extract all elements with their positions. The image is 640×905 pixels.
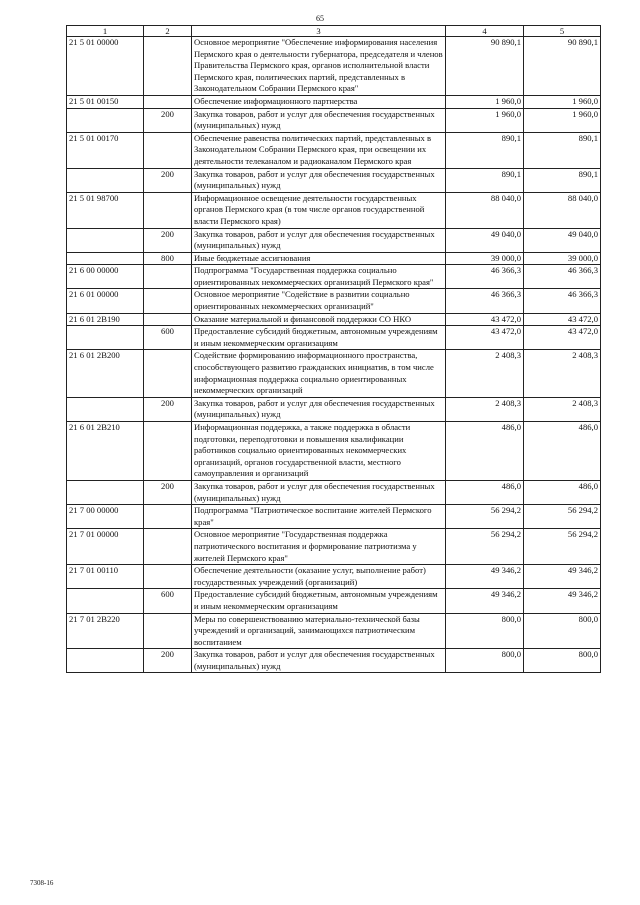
table-row <box>67 313 601 326</box>
table-row <box>67 108 601 132</box>
table-row <box>67 132 601 168</box>
table-row <box>67 252 601 265</box>
expense-type: 200 <box>144 228 192 252</box>
amount-col5: 890,1 <box>524 168 601 192</box>
amount-col4: 49 346,2 <box>446 565 524 589</box>
amount-col5: 890,1 <box>524 132 601 168</box>
item-name: Закупка товаров, работ и услуг для обеспечения государственных (муниципальных) нужд <box>192 649 446 673</box>
amount-col4: 46 366,3 <box>446 265 524 289</box>
item-name: Информационная поддержка, а также поддержка в области подготовки, переподготовки и повышения квалификации работников социально ориентированных некоммерческих организаций, органов государственной власти, местного самоуправления и организаций <box>192 422 446 481</box>
item-name: Оказание материальной и финансовой поддержки СО НКО <box>192 313 446 326</box>
amount-col5: 486,0 <box>524 480 601 504</box>
expense-type <box>144 37 192 96</box>
row-code <box>67 326 144 350</box>
table-row <box>67 529 601 565</box>
table-row <box>67 649 601 673</box>
amount-col4: 56 294,2 <box>446 529 524 565</box>
column-header-3: 3 <box>192 26 446 37</box>
item-name: Закупка товаров, работ и услуг для обеспечения государственных (муниципальных) нужд <box>192 228 446 252</box>
expense-type: 600 <box>144 326 192 350</box>
amount-col5: 88 040,0 <box>524 192 601 228</box>
item-name: Информационное освещение деятельности государственных органов Пермского края (в том числе органов государственной власти Пермского края) <box>192 192 446 228</box>
amount-col4: 890,1 <box>446 168 524 192</box>
item-name: Обеспечение равенства политических партий, представленных в Законодательном Собрании Пермского края, при освещении их деятельности телеканалом и радиоканалом Пермского края <box>192 132 446 168</box>
expense-type <box>144 95 192 108</box>
column-header-1: 1 <box>67 26 144 37</box>
amount-col5: 43 472,0 <box>524 313 601 326</box>
row-code: 21 5 01 00170 <box>67 132 144 168</box>
expense-type <box>144 313 192 326</box>
footer-code: 7308-16 <box>30 879 54 887</box>
item-name: Закупка товаров, работ и услуг для обеспечения государственных (муниципальных) нужд <box>192 168 446 192</box>
item-name: Обеспечение информационного партнерства <box>192 95 446 108</box>
table-row <box>67 397 601 421</box>
table-row <box>67 350 601 397</box>
item-name: Основное мероприятие "Государственная поддержка патриотического воспитания и формирование патриотизма у жителей Пермского края" <box>192 529 446 565</box>
row-code: 21 6 01 2В200 <box>67 350 144 397</box>
amount-col5: 56 294,2 <box>524 505 601 529</box>
table-row <box>67 228 601 252</box>
amount-col5: 46 366,3 <box>524 265 601 289</box>
row-code: 21 7 01 00110 <box>67 565 144 589</box>
amount-col4: 1 960,0 <box>446 108 524 132</box>
table-row <box>67 422 601 481</box>
amount-col5: 39 000,0 <box>524 252 601 265</box>
amount-col4: 39 000,0 <box>446 252 524 265</box>
item-name: Подпрограмма "Государственная поддержка социально ориентированных некоммерческих организаций Пермского края" <box>192 265 446 289</box>
column-header-5: 5 <box>524 26 601 37</box>
expense-type: 200 <box>144 168 192 192</box>
expense-type <box>144 505 192 529</box>
table-row <box>67 168 601 192</box>
expense-type: 800 <box>144 252 192 265</box>
row-code: 21 5 01 98700 <box>67 192 144 228</box>
expense-type <box>144 613 192 649</box>
table-row <box>67 480 601 504</box>
item-name: Обеспечение деятельности (оказание услуг, выполнение работ) государственных учреждений (организаций) <box>192 565 446 589</box>
table-row <box>67 505 601 529</box>
page-number: 65 <box>316 14 324 23</box>
item-name: Предоставление субсидий бюджетным, автономным учреждениям и иным некоммерческим организациям <box>192 326 446 350</box>
amount-col5: 49 040,0 <box>524 228 601 252</box>
table-row <box>67 565 601 589</box>
row-code <box>67 228 144 252</box>
amount-col4: 1 960,0 <box>446 95 524 108</box>
expense-type <box>144 132 192 168</box>
item-name: Основное мероприятие "Обеспечение информирования населения Пермского края о деятельности губернатора, председателя и членов Правительства Пермского края, органов исполнительной власти Пермского края, политических партий, представленных в Законодательном Собрании Пермского края" <box>192 37 446 96</box>
row-code: 21 7 00 00000 <box>67 505 144 529</box>
amount-col5: 2 408,3 <box>524 350 601 397</box>
table-row <box>67 265 601 289</box>
amount-col5: 49 346,2 <box>524 565 601 589</box>
table-row <box>67 289 601 313</box>
expense-type <box>144 192 192 228</box>
amount-col5: 1 960,0 <box>524 95 601 108</box>
row-code <box>67 480 144 504</box>
amount-col4: 43 472,0 <box>446 326 524 350</box>
amount-col4: 88 040,0 <box>446 192 524 228</box>
expense-type: 200 <box>144 649 192 673</box>
column-header-2: 2 <box>144 26 192 37</box>
row-code <box>67 108 144 132</box>
item-name: Закупка товаров, работ и услуг для обеспечения государственных (муниципальных) нужд <box>192 108 446 132</box>
amount-col4: 46 366,3 <box>446 289 524 313</box>
amount-col5: 90 890,1 <box>524 37 601 96</box>
item-name: Основное мероприятие "Содействие в развитии социально ориентированных некоммерческих организаций" <box>192 289 446 313</box>
budget-table <box>66 25 601 673</box>
amount-col4: 800,0 <box>446 649 524 673</box>
amount-col4: 486,0 <box>446 422 524 481</box>
row-code: 21 6 01 00000 <box>67 289 144 313</box>
amount-col5: 486,0 <box>524 422 601 481</box>
row-code: 21 6 01 2В210 <box>67 422 144 481</box>
row-code: 21 5 01 00000 <box>67 37 144 96</box>
row-code: 21 7 01 2В220 <box>67 613 144 649</box>
header-row <box>67 26 601 37</box>
row-code <box>67 649 144 673</box>
table-row <box>67 613 601 649</box>
expense-type: 600 <box>144 589 192 613</box>
expense-type: 200 <box>144 397 192 421</box>
item-name: Содействие формированию информационного пространства, способствующего развитию гражданских инициатив, в том числе информационная поддержка социально ориентированных некоммерческих организаций <box>192 350 446 397</box>
amount-col4: 56 294,2 <box>446 505 524 529</box>
amount-col4: 43 472,0 <box>446 313 524 326</box>
expense-type <box>144 422 192 481</box>
table-row <box>67 37 601 96</box>
amount-col4: 486,0 <box>446 480 524 504</box>
row-code <box>67 397 144 421</box>
row-code: 21 5 01 00150 <box>67 95 144 108</box>
item-name: Меры по совершенствованию материально-технической базы учреждений и организаций, занимающихся патриотическим воспитанием <box>192 613 446 649</box>
amount-col4: 800,0 <box>446 613 524 649</box>
row-code: 21 7 01 00000 <box>67 529 144 565</box>
table-row <box>67 326 601 350</box>
amount-col5: 49 346,2 <box>524 589 601 613</box>
amount-col5: 56 294,2 <box>524 529 601 565</box>
expense-type: 200 <box>144 108 192 132</box>
item-name: Подпрограмма "Патриотическое воспитание жителей Пермского края" <box>192 505 446 529</box>
table-row <box>67 95 601 108</box>
table-row <box>67 589 601 613</box>
expense-type <box>144 350 192 397</box>
item-name: Предоставление субсидий бюджетным, автономным учреждениям и иным некоммерческим организациям <box>192 589 446 613</box>
amount-col5: 46 366,3 <box>524 289 601 313</box>
expense-type <box>144 565 192 589</box>
amount-col4: 90 890,1 <box>446 37 524 96</box>
expense-type <box>144 289 192 313</box>
amount-col5: 800,0 <box>524 649 601 673</box>
amount-col4: 2 408,3 <box>446 350 524 397</box>
expense-type <box>144 529 192 565</box>
expense-type: 200 <box>144 480 192 504</box>
row-code <box>67 168 144 192</box>
row-code <box>67 589 144 613</box>
column-header-4: 4 <box>446 26 524 37</box>
amount-col5: 43 472,0 <box>524 326 601 350</box>
item-name: Иные бюджетные ассигнования <box>192 252 446 265</box>
amount-col4: 2 408,3 <box>446 397 524 421</box>
amount-col5: 1 960,0 <box>524 108 601 132</box>
amount-col4: 890,1 <box>446 132 524 168</box>
item-name: Закупка товаров, работ и услуг для обеспечения государственных (муниципальных) нужд <box>192 480 446 504</box>
amount-col4: 49 040,0 <box>446 228 524 252</box>
row-code <box>67 252 144 265</box>
item-name: Закупка товаров, работ и услуг для обеспечения государственных (муниципальных) нужд <box>192 397 446 421</box>
row-code: 21 6 01 2В190 <box>67 313 144 326</box>
amount-col5: 2 408,3 <box>524 397 601 421</box>
amount-col5: 800,0 <box>524 613 601 649</box>
row-code: 21 6 00 00000 <box>67 265 144 289</box>
table-row <box>67 192 601 228</box>
expense-type <box>144 265 192 289</box>
amount-col4: 49 346,2 <box>446 589 524 613</box>
